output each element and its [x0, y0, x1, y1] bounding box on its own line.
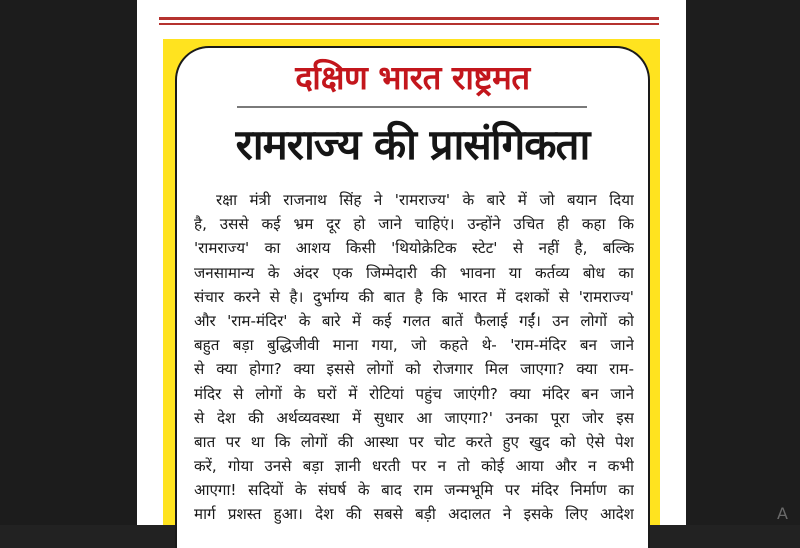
corner-letter: A	[777, 504, 788, 523]
body-line: मार्ग प्रशस्त हुआ। देश की सबसे बड़ी अदालत ने इसके लिए आदेश	[194, 505, 634, 524]
masthead-divider	[237, 106, 587, 108]
body-line: बहुत बड़ा बुद्धिजीवी माना गया, जो कहते थे- 'राम-मंदिर बन जाने	[194, 336, 634, 355]
top-red-rule-thin	[159, 23, 659, 25]
headline: रामराज्य की प्रासंगिकता	[235, 120, 590, 169]
body-line: करें, गोया उनसे बड़ा ज्ञानी धरती पर न तो कोई आया और न कभी	[194, 457, 634, 476]
body-line: और 'राम-मंदिर' के बारे में कई गलत बातें फैलाई गईं। उन लोगों को	[194, 311, 634, 330]
editorial-box	[175, 46, 650, 548]
masthead: दक्षिण भारत राष्ट्रमत	[295, 58, 530, 97]
left-dark-margin	[0, 0, 137, 525]
body-line: 'रामराज्य' का आशय किसी 'थियोक्रेटिक स्टेट' से नहीं है, बल्कि	[194, 239, 634, 258]
newspaper-page	[137, 0, 686, 525]
body-line: से क्या होगा? क्या इससे लोगों को रोजगार मिल जाएगा? क्या राम-	[194, 360, 634, 379]
body-line: रक्षा मंत्री राजनाथ सिंह ने 'रामराज्य' के बारे में जो बयान दिया	[216, 191, 634, 209]
editorial-yellow-frame	[163, 39, 660, 525]
article-body	[194, 188, 634, 527]
top-red-rule	[159, 17, 659, 20]
body-line: जनसामान्य के अंदर एक जिम्मेदारी की भावना या कर्तव्य बोध का	[194, 263, 634, 282]
body-line: आएगा! सदियों के संघर्ष के बाद राम जन्मभूमि पर मंदिर निर्माण का	[194, 481, 634, 500]
body-line: संचार करने से है। दुर्भाग्य की बात है कि भारत में दशकों से 'रामराज्य'	[194, 287, 634, 306]
body-line: मंदिर से लोगों के घरों में रोटियां पहुंच जाएंगी? क्या मंदिर बन जाने	[194, 384, 634, 403]
body-line: बात पर था कि लोगों की आस्था पर चोट करते हुए खुद को ऐसे पेश	[194, 432, 634, 451]
right-dark-margin	[686, 0, 800, 525]
body-line: से देश की अर्थव्यवस्था में सुधार आ जाएगा?' उनका पूरा जोर इस	[194, 408, 634, 427]
body-line: है, उससे कई भ्रम दूर हो जाने चाहिएं। उन्होंने उचित ही कहा कि	[194, 215, 634, 234]
